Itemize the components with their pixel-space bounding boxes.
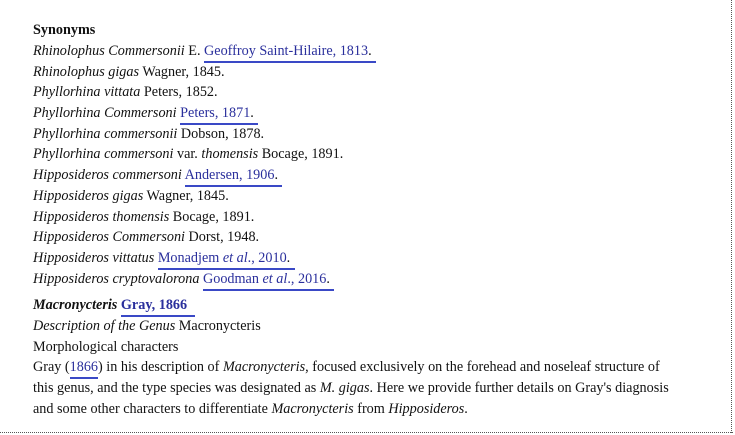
article-content [33, 19, 723, 419]
reference-link[interactable]: Peters, 1871 [180, 105, 258, 125]
synonym-item: Hipposideros commersoni Andersen, 1906. [33, 165, 723, 186]
morphological-characters-label: Morphological characters [33, 338, 179, 355]
synonym-item: Phyllorhina commersoni var. thomensis Bocage, 1891. [33, 146, 344, 163]
synonym-item: Rhinolophus Commersonii E. Geoffroy Saint-Hilaire, 1813. [33, 41, 723, 62]
synonym-item: Hipposideros cryptovalorona Goodman et al., 2016. [33, 269, 723, 290]
synonym-item: Hipposideros Commersoni Dorst, 1948. [33, 229, 260, 246]
reference-link[interactable]: Goodman et al., 2016 [203, 271, 334, 291]
synonym-item: Rhinolophus gigas Wagner, 1845. [33, 63, 225, 80]
year-reference-link[interactable]: 1866 [70, 359, 98, 379]
synonym-item: Phyllorhina Commersoni Peters, 1871. [33, 103, 723, 124]
synonym-item: Hipposideros vittatus Monadjem et al., 2010. [33, 248, 723, 269]
page-border-right [731, 0, 732, 433]
synonyms-heading: Synonyms [33, 22, 96, 38]
reference-link[interactable]: Andersen, 1906 [185, 167, 283, 187]
reference-link[interactable]: Monadjem et al., 2010 [158, 250, 295, 270]
genus-reference-link[interactable]: Gray, 1866 [121, 297, 195, 317]
synonym-item: Hipposideros thomensis Bocage, 1891. [33, 208, 255, 225]
synonym-item: Phyllorhina vittata Peters, 1852. [33, 84, 218, 101]
genus-paragraph: Gray (1866) in his description of Macronycteris, focused exclusively on the forehead and noseleaf structure of this genus, and the type species was designated as M. gigas. Here we provide further details on Gray's diagnosis and some other characters to differentiate Macronycteris from Hipposideros. [33, 359, 669, 417]
synonyms-list [33, 41, 723, 289]
synonym-item: Hipposideros gigas Wagner, 1845. [33, 187, 229, 204]
synonym-item: Phyllorhina commersonii Dobson, 1878. [33, 125, 265, 142]
page-border-bottom [0, 432, 733, 433]
genus-description-title: Description of the Genus Macronycteris [33, 317, 261, 334]
genus-heading: Macronycteris Gray, 1866 [33, 295, 723, 316]
reference-link[interactable]: Geoffroy Saint-Hilaire, 1813 [204, 43, 376, 63]
